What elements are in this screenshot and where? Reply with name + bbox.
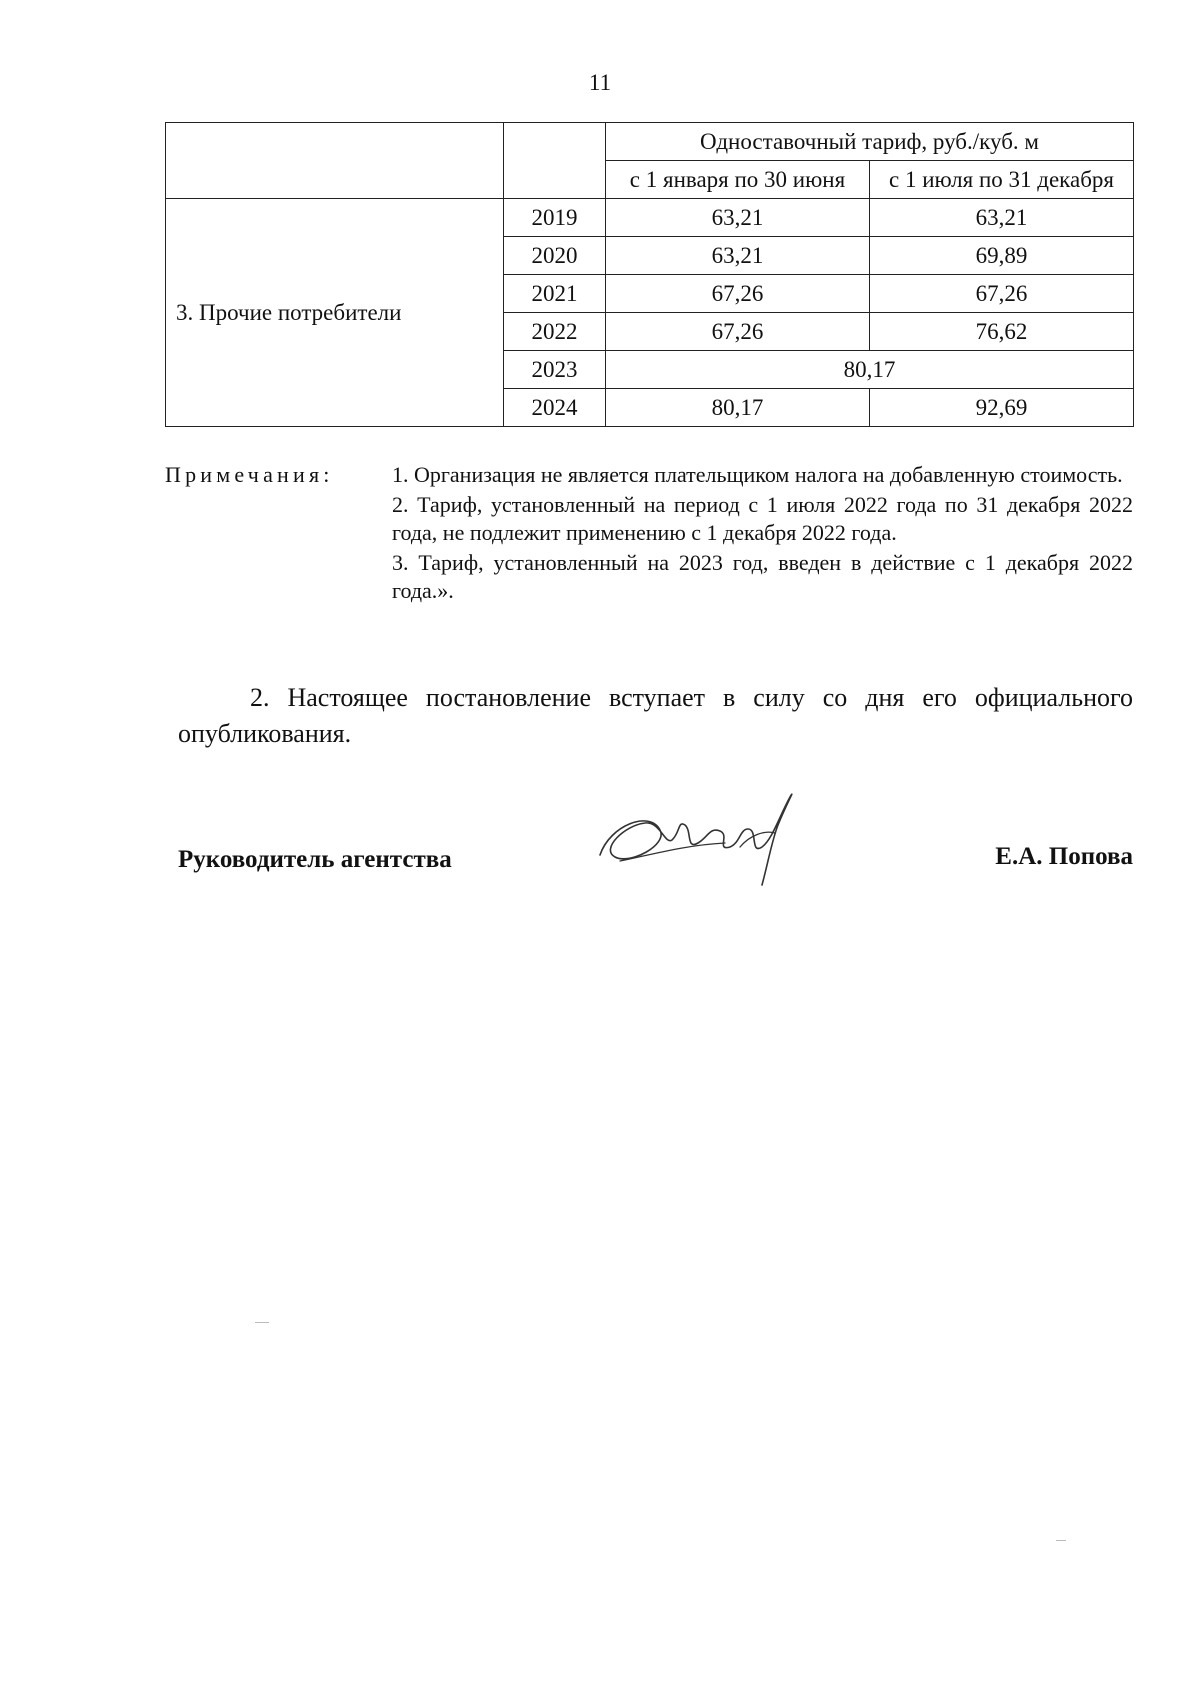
consumer-category: 3. Прочие потребители: [166, 199, 504, 427]
note-item: 3. Тариф, установленный на 2023 год, введен в действие с 1 декабря 2022 года.».: [392, 550, 1133, 603]
year-cell: 2019: [504, 199, 606, 237]
clause-paragraph: 2. Настоящее постановление вступает в силу со дня его официального опубликования.: [178, 683, 1133, 748]
table-header-row: [166, 123, 1134, 161]
tariff-cell: 76,62: [870, 313, 1134, 351]
header-tariff: Одноставочный тариф, руб./куб. м: [606, 123, 1134, 161]
year-cell: 2023: [504, 351, 606, 389]
notes-label: Примечания:: [165, 462, 334, 487]
header-period-1: с 1 января по 30 июня: [606, 161, 870, 199]
signature-image: [590, 785, 810, 895]
scan-speck: [255, 1322, 269, 1323]
year-cell: 2021: [504, 275, 606, 313]
note-item: 2. Тариф, установленный на период с 1 июля 2022 года по 31 декабря 2022 года, не подлежит применению с 1 декабря 2022 года.: [392, 492, 1133, 545]
page-number: 11: [588, 70, 612, 95]
tariff-cell: 63,21: [606, 199, 870, 237]
signer-name: Е.А. Попова: [995, 843, 1133, 870]
year-cell: 2024: [504, 389, 606, 427]
signer-title: Руководитель агентства: [178, 846, 452, 873]
scan-speck: [1056, 1540, 1066, 1541]
tariff-table: [165, 122, 1134, 427]
tariff-cell: 67,26: [870, 275, 1134, 313]
notes-list: [392, 461, 1133, 607]
note-item: 1. Организация не является плательщиком налога на добавленную стоимость.: [392, 462, 1123, 487]
tariff-cell: 63,21: [606, 237, 870, 275]
tariff-cell: 80,17: [606, 389, 870, 427]
header-empty-year: [504, 123, 606, 199]
tariff-cell: 67,26: [606, 313, 870, 351]
header-period-2: с 1 июля по 31 декабря: [870, 161, 1134, 199]
tariff-cell: 92,69: [870, 389, 1134, 427]
year-cell: 2020: [504, 237, 606, 275]
tariff-cell: 67,26: [606, 275, 870, 313]
table-row: [166, 199, 1134, 237]
tariff-cell: 63,21: [870, 199, 1134, 237]
year-cell: 2022: [504, 313, 606, 351]
header-empty-consumer: [166, 123, 504, 199]
tariff-cell-merged: 80,17: [606, 351, 1134, 389]
tariff-cell: 69,89: [870, 237, 1134, 275]
